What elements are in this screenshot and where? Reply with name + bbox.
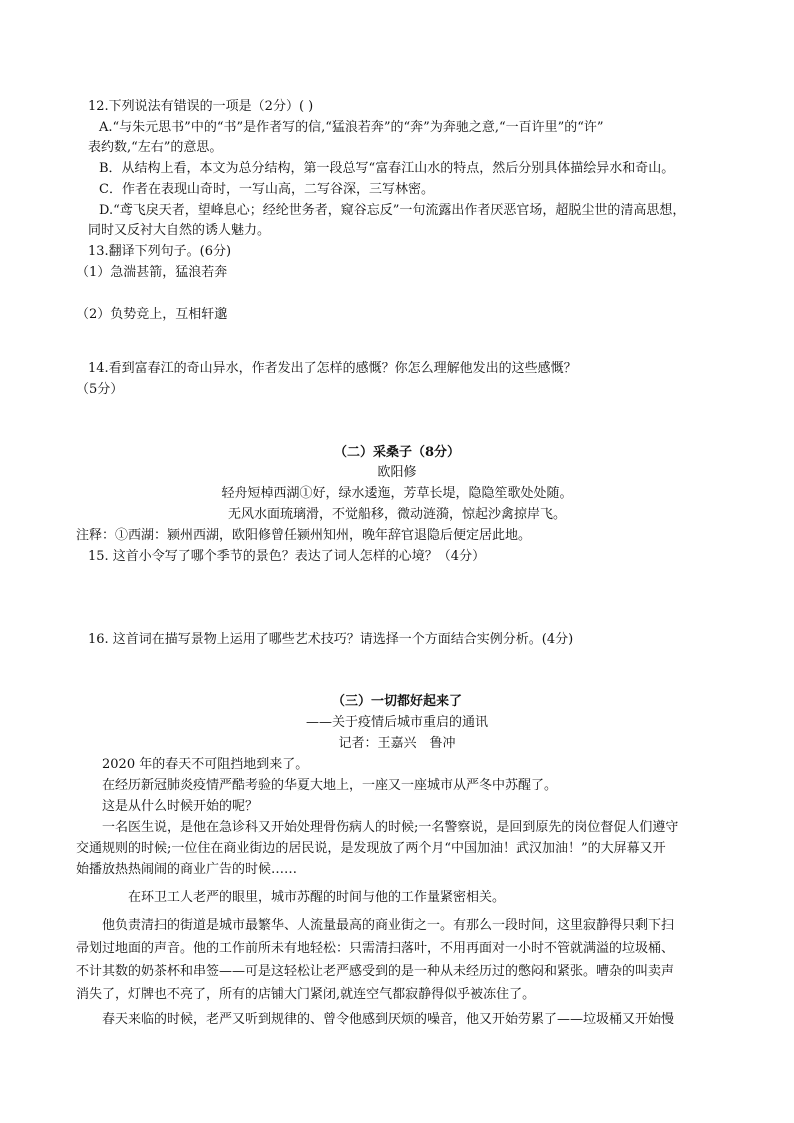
article-paragraph-2: 在经历新冠肺炎疫情严酷考验的华夏大地上，一座又一座城市从严冬中苏醒了。 [102, 778, 558, 793]
article-paragraph-6: 他负责清扫的街道是城市最繁华、人流量最高的商业街之一。有那么一段时间，这里寂静得只剩下扫 [102, 918, 675, 933]
article-paragraph-1: 2020 年的春天不可阻挡地到来了。 [102, 757, 309, 772]
article-paragraph-5: 在环卫工人老严的眼里，城市苏醒的时间与他的工作量紧密相关。 [128, 890, 506, 905]
q12-option-d: D.“鸢飞戾天者，望峰息心；经纶世务者，窥谷忘反”一句流露出作者厌恶官场，超脱尘世的清高思想， [99, 203, 686, 218]
article-heading: （三）一切都好起来了 [331, 694, 462, 709]
q12-option-d-cont: 同时又反衬大自然的诱人魅力。 [88, 223, 271, 238]
poem-note: 注释：①西湖：颍州西湖，欧阳修曾任颍州知州，晚年辞官退隐后便定居此地。 [76, 528, 532, 543]
article-paragraph-6-cont-1: 帚划过地面的声音。他的工作前所未有地轻松：只需清扫落叶，不用再面对一小时不管就满溢的垃圾桶、 [76, 941, 675, 956]
article-paragraph-4-cont-2: 始播放热热闹闹的商业广告的时候…… [76, 862, 298, 877]
q13-item-1: （1）急湍甚箭，猛浪若奔 [76, 265, 228, 280]
q12-option-a-cont: 表约数,“左右”的意思。 [88, 140, 223, 155]
article-subtitle: ——关于疫情后城市重启的通讯 [305, 715, 488, 730]
q14-stem: 14.看到富春江的奇山异水，作者发出了怎样的感慨？你怎么理解他发出的这些感慨？ [88, 361, 577, 376]
article-paragraph-6-cont-2: 不计其数的奶茶杯和串签——可是这轻松让老严感受到的是一种从未经历过的憋闷和紧张。嘈杂的叫卖声 [76, 964, 675, 979]
poem-line-1: 轻舟短棹西湖①好，绿水逶迤，芳草长堤，隐隐笙歌处处随。 [221, 486, 573, 501]
poem-author: 欧阳修 [377, 465, 417, 480]
q15-stem: 15. 这首小令写了哪个季节的景色？表达了词人怎样的心境？（4分） [88, 549, 486, 564]
q12-option-c: C．作者在表现山奇时，一写山高，二写谷深，三写林密。 [99, 182, 434, 197]
poem-heading: （二）采桑子（8分） [333, 445, 461, 460]
article-paragraph-4-cont-1: 交通规则的时候;一位住在商业街边的居民说，是发现放了两个月“中国加油！武汉加油！”的大屏幕又开 [76, 841, 666, 856]
article-paragraph-6-cont-3: 消失了，灯牌也不亮了，所有的店铺大门紧闭,就连空气都寂静得似乎被冻住了。 [76, 987, 536, 1002]
q13-stem: 13.翻译下列句子。(6分) [88, 244, 232, 259]
article-byline: 记者：王嘉兴 鲁冲 [338, 736, 456, 751]
q16-stem: 16. 这首词在描写景物上运用了哪些艺术技巧？请选择一个方面结合实例分析。(4分) [88, 632, 574, 647]
article-paragraph-4: 一名医生说，是他在急诊科又开始处理骨伤病人的时候;一名警察说，是回到原先的岗位督促人们遵守 [102, 820, 679, 835]
article-paragraph-3: 这是从什么时候开始的呢？ [102, 799, 259, 814]
poem-line-2: 无风水面琉璃滑，不觉船移，微动涟漪，惊起沙禽掠岸飞。 [227, 507, 566, 522]
article-paragraph-7: 春天来临的时候，老严又听到规律的、曾令他感到厌烦的噪音，他又开始劳累了——垃圾桶又开始慢 [102, 1012, 675, 1027]
q13-item-2: （2）负势竞上，互相轩邈 [76, 307, 228, 322]
q14-score: （5分） [76, 382, 124, 397]
q12-option-b: B．从结构上看，本文为总分结构，第一段总写“富春江山水的特点，然后分别具体描绘异水和奇山。 [99, 161, 675, 176]
q12-option-a: A.“与朱元思书”中的“书”是作者写的信,“猛浪若奔”的“奔”为奔驰之意,“一百许里”的“许” [99, 120, 604, 135]
q12-stem: 12.下列说法有错误的一项是（2分）( ) [88, 99, 314, 114]
